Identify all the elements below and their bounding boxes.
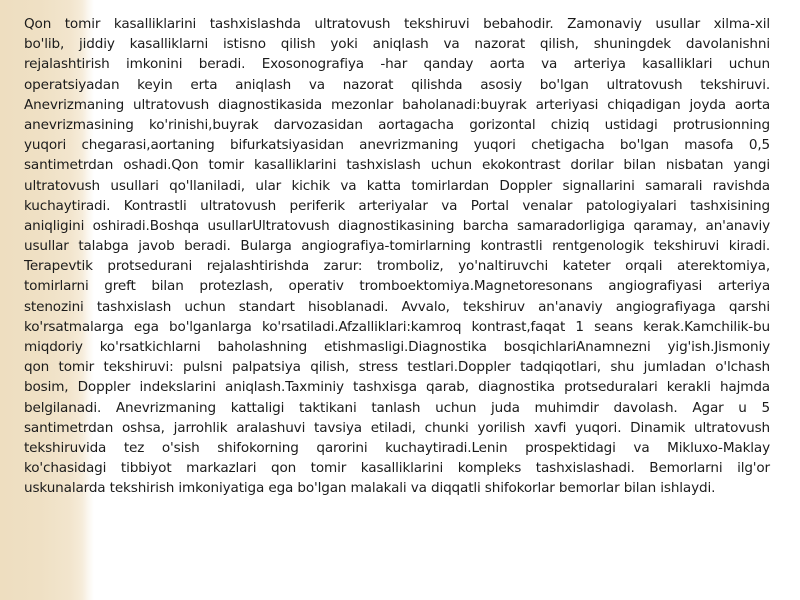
text-line: operatsiyadan keyin erta aniqlash va nazorat qilishda asosiy bo'lgan ultratovush tekshiruvi.: [24, 76, 770, 93]
text-line: ko'chasidagi tibbiyot markazlari qon tomir kasalliklarini kompleks tashxislashadi. Bemorlarni ilg'or: [24, 460, 770, 477]
text-line: miqdoriy ko'rsatkichlarni baholashning etishmasligi.Diagnostika bosqichlariAnamnezni yig'ish.Jismoniy: [24, 339, 770, 355]
text-line: tomirlarni greft bilan protezlash, operativ tromboektomiya.Magnetoresonans angiografiyasi arteriya: [24, 278, 770, 295]
text-line: yuqori chegarasi,aortaning bifurkatsiyasidan anevrizmaning yuqori chetigacha bo'lgan masofa 0,5: [24, 137, 770, 154]
text-line: usullar talabga javob beradi. Bularga angiografiya-tomirlarning kontrastli rentgenologik tekshiruvi kiradi.: [24, 238, 770, 255]
text-line: ko'rsatmalarga ega bo'lganlarga ko'rsatiladi.Afzalliklari:kamroq kontrast,faqat 1 seans kerak.Kamchilik-bu: [24, 318, 770, 335]
text-line: Anevrizmaning ultratovush diagnostikasida mezonlar baholanadi:buyrak arteriyasi chiqadigan joyda aorta: [24, 96, 770, 113]
text-line: Qon tomir kasalliklarini tashxislashda ultratovush tekshiruvi bebahodir. Zamonaviy usullar xilma-xil: [24, 16, 770, 32]
body-paragraph: [24, 14, 770, 499]
text-line: santimetrdan oshsa, jarrohlik aralashuvi tavsiya etiladi, chunki yorilish xavfi yuqori. Dinamik ultratovush: [24, 419, 770, 436]
text-line: kuchaytiradi. Kontrastli ultratovush periferik arteriyalar va Portal venalar patologiyalari tashxisining: [24, 197, 770, 214]
text-line: belgilanadi. Anevrizmaning kattaligi taktikani tanlash uchun juda muhimdir davolash. Agar u 5: [24, 399, 770, 416]
text-line: aniqligini oshiradi.Boshqa usullarUltratovush diagnostikasining barcha samaradorligiga qaramay, an'anaviy: [24, 217, 770, 234]
text-line: santimetrdan oshadi.Qon tomir kasalliklarini tashxislash uchun ekokontrast dorilar bilan nisbatan yangi: [24, 157, 770, 174]
text-line: qon tomir tekshiruvi: pulsni palpatsiya qilish, stress testlari.Doppler tadqiqotlari, shu jumladan o'lchash: [24, 359, 770, 376]
text-line: uskunalarda tekshirish imkoniyatiga ega bo'lgan malakali va diqqatli shifokorlar bemorlar bilan ishlaydi.: [24, 480, 716, 497]
text-line: rejalashtirish imkonini beradi. Exosonografiya -har qanday aorta va arteriya kasalliklari uchun: [24, 56, 770, 73]
text-line: stenozini tashxislash uchun standart hisoblanadi. Avvalo, tekshiruv an'anaviy angiografiyaga qarshi: [24, 298, 770, 315]
text-line: tekshiruvida tez o'sish shifokorning qarorini kuchaytiradi.Lenin prospektidagi va Mikluxo-Maklay: [24, 439, 770, 456]
text-line: bo'lib, jiddiy kasalliklarni istisno qilish yoki aniqlash va nazorat qilish, shuningdek davolanishni: [24, 36, 770, 53]
text-line: anevrizmasining ko'rinishi,buyrak darvozasidan aortagacha gorizontal chiziq ustidagi protrusionning: [24, 116, 770, 133]
text-line: Terapevtik protsedurani rejalashtirishda zarur: tromboliz, yo'naltiruvchi kateter orqali aterektomiya,: [24, 258, 770, 275]
text-line: ultratovush usullari qo'llaniladi, ular kichik va katta tomirlardan Doppler signallarini samarali ravishda: [24, 177, 770, 194]
text-line: bosim, Doppler indekslarini aniqlash.Taxminiy tashxisga qarab, diagnostika protseduralari kerakli hajmda: [24, 379, 770, 396]
